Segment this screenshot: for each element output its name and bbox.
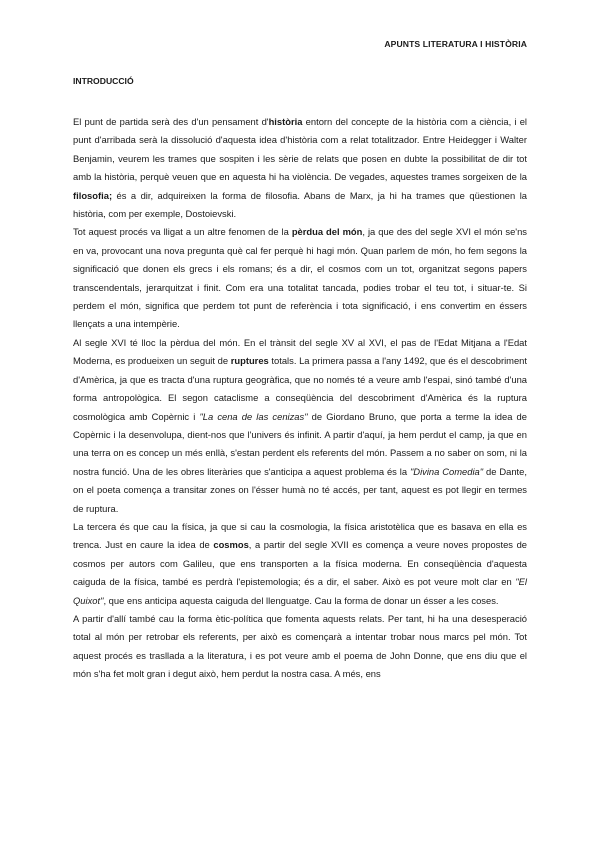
text-run: és a dir, adquireixen la forma de filosofia. Abans de Marx, ja hi ha trames que qüestionen la història, com per exemple, Dostoievski.: [73, 189, 527, 220]
bold-term: ruptures: [230, 355, 269, 367]
text-run: , a partir del segle XVII es comença a veure noves propostes de cosmos per autors com Galileu, que ens transporten a la física moderna. En conseqüència d'aquesta caiguda de la física, també es perdrà l'epistemologia; és a dir, el saber. Això es pot veure molt clar en: [73, 539, 527, 588]
bold-term: història: [268, 116, 303, 127]
text-run: A partir d'allí també cau la forma ètic-política que fomenta aquests relats. Per tant, hi ha una desesperació total al món per retrobar els referents, per això es començarà a intentar trobar nous marcs pel món. Tot aquest procés es trasllada a la literatura, i es pot veure amb el poema de John Donne, que ens diu que el món s'ha fet molt gran i degut això, hem perdut la nostra casa. A més, ens: [73, 612, 527, 680]
running-header: APUNTS LITERATURA I HISTÒRIA: [384, 39, 527, 49]
paragraph: [73, 334, 527, 518]
body-text: [73, 113, 527, 684]
text-run: Al segle XVI té lloc la pèrdua del món. En el trànsit del segle XV al XVI, el pas de l'Edat Mitjana a l'Edat Moderna, es produeixen un seguit de: [73, 336, 527, 367]
paragraph: [73, 113, 527, 223]
italic-title: "Divina Comedia": [409, 465, 484, 477]
text-run: de Dante, on el poeta comença a transitar zones on l'ésser humà no té accés, per tant, aquest es pot llegir en termes de ruptura.: [73, 465, 527, 514]
text-run: entorn del concepte de la història com a ciència, i el punt d'arribada serà la dissolució d'aquesta idea d'història com a relat totalitzador. Entre Heidegger i Walter Benjamin, veurem les trames que sospiten i les sèrie de relats que posen en dubte la possibilitat de dir tot amb la història, perquè veuen que en aquesta hi ha violència. De vegades, aquestes trames sorgeixen de la: [73, 116, 527, 183]
bold-term: cosmos: [213, 539, 249, 551]
paragraph: [73, 518, 527, 610]
paragraph: [73, 223, 527, 333]
text-run: , que ens anticipa aquesta caiguda del llenguatge. Cau la forma de donar un ésser a les coses.: [103, 594, 499, 606]
text-run: Tot aquest procés va lligat a un altre fenomen de la: [73, 226, 292, 238]
bold-term: pèrdua del món: [291, 226, 363, 238]
section-title: INTRODUCCIÓ: [73, 76, 134, 86]
text-run: totals. La primera passa a l'any 1492, que és el descobriment d'Amèrica, ja que es tracta d'una ruptura geogràfica, que no només té a veure amb l'espai, sinó també d'una forma antropològica. El segon cataclisme a conseqüència del descobriment d'Amèrica és la ruptura cosmològica amb Copèrnic i: [73, 355, 527, 422]
italic-title: "La cena de las cenizas": [199, 410, 308, 422]
text-run: de Giordano Bruno, que porta a terme la idea de Copèrnic i la desenvolupa, dient-nos que l'univers és infinit. A partir d'aquí, ja hem perdut el camp, ja que en una terra on es concep un més enllà, s'estan perdent els referents del món. Passem a no saber on som, ni la nostra funció. Una de les obres literàries que s'anticipa a aquest problema és la: [73, 410, 527, 477]
text-run: La tercera és que cau la física, ja que si cau la cosmologia, la física aristotèlica que es basava en ella es trenca. Just en caure la idea de: [73, 520, 527, 551]
text-run: El punt de partida serà des d'un pensament d': [73, 116, 269, 127]
text-run: , ja que des del segle XVI el món se'ns en va, provocant una nova pregunta què cal fer perquè hi hagi món. Quan parlem de món, ho fem segons la significació que donen els grecs i els romans; és a dir, el cosmos com un tot, organitzat segons papers transcendentals, jerarquitzat i finit. Com era una totalitat tancada, podies trobar el teu tot, i situar-te. Si perdem el món, significa que perdem tot punt de referència i tota significació, i ens convertim en éssers llençats a una intempèrie.: [73, 226, 527, 330]
bold-term: filosofia;: [73, 189, 113, 201]
paragraph: [73, 610, 527, 684]
italic-title: "El Quixot": [73, 576, 527, 606]
